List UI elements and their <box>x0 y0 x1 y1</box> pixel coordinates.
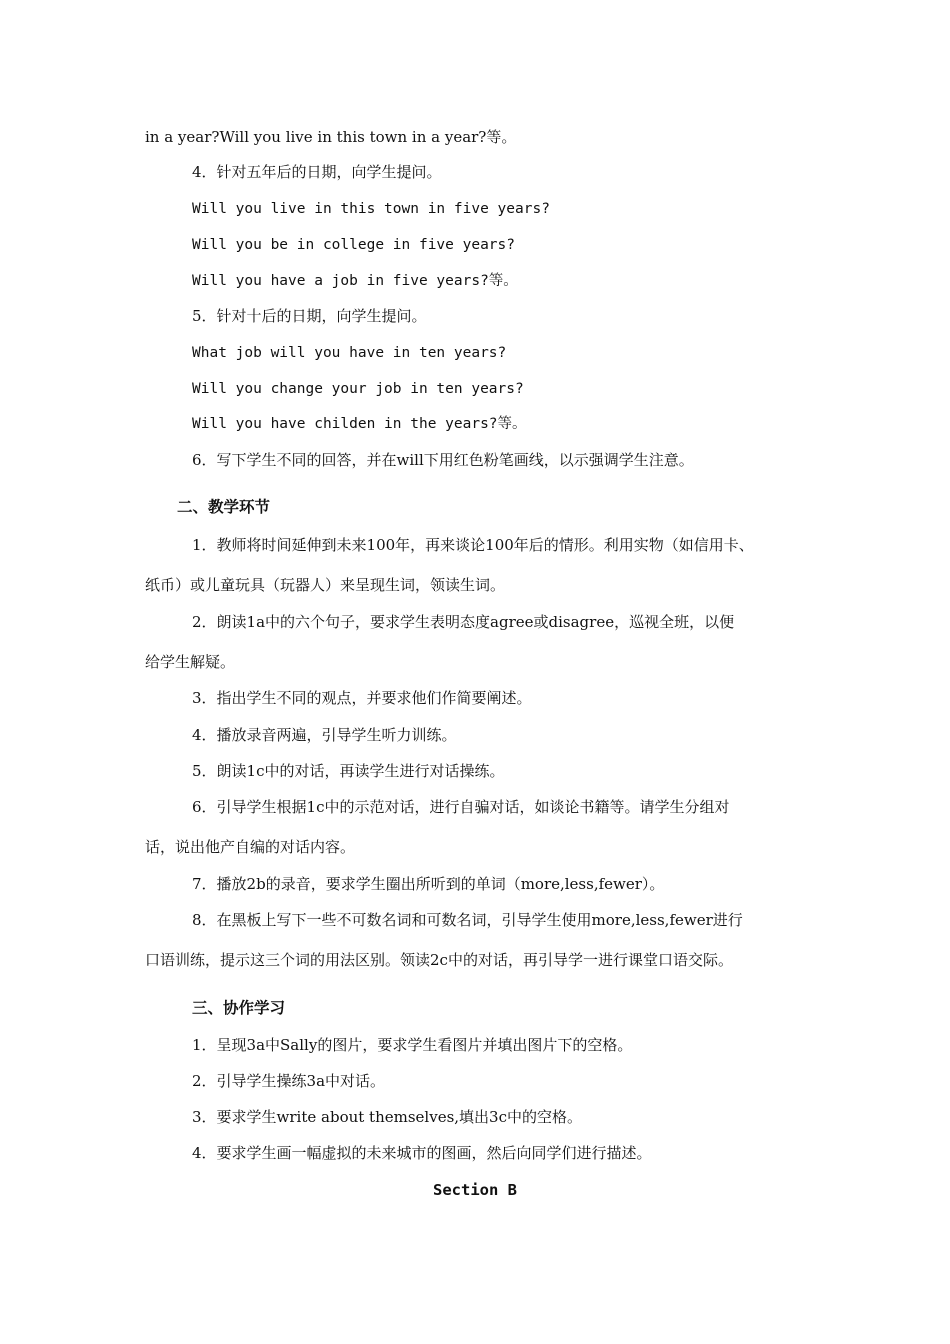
s2-para-4: 4．播放录音两遍，引导学生听力训练。 <box>192 726 457 744</box>
s3-para-2: 2．引导学生操练3a中对话。 <box>192 1072 386 1090</box>
s3-para-3: 3．要求学生write about themselves,填出3c中的空格。 <box>192 1108 582 1126</box>
question-5-1: What job will you have in ten years? <box>192 345 507 361</box>
section-2-heading: 二、教学环节 <box>177 497 271 516</box>
item-4: 4．针对五年后的日期，向学生提问。 <box>192 163 442 181</box>
s3-para-1: 1．呈现3a中Sally的图片，要求学生看图片并填出图片下的空格。 <box>192 1036 633 1054</box>
s2-para-1a: 1．教师将时间延伸到未来100年，再来谈论100年后的情形。利用实物（如信用卡、 <box>192 536 754 554</box>
section-3-heading: 三、协作学习 <box>192 998 286 1017</box>
continuation-line: in a year?Will you live in this town in a year?等。 <box>145 128 517 146</box>
item-6: 6．写下学生不同的回答，并在will下用红色粉笔画线，以示强调学生注意。 <box>192 451 694 469</box>
s2-para-8a: 8．在黑板上写下一些不可数名词和可数名词，引导学生使用more,less,fewer进行 <box>192 911 743 929</box>
question-5-3: Will you have childen in the years?等。 <box>192 416 527 432</box>
s2-para-8b: 口语训练，提示这三个词的用法区别。领读2c中的对话，再引导学一进行课堂口语交际。 <box>145 951 733 969</box>
question-4-3: Will you have a job in five years?等。 <box>192 273 518 289</box>
s2-para-6b: 话，说出他产自编的对话内容。 <box>145 838 356 856</box>
section-b-title: Section B <box>433 1181 517 1199</box>
s2-para-3: 3．指出学生不同的观点，并要求他们作简要阐述。 <box>192 689 532 707</box>
item-5: 5．针对十后的日期，向学生提问。 <box>192 307 427 325</box>
question-5-2: Will you change your job in ten years? <box>192 381 524 397</box>
s2-para-5: 5．朗读1c中的对话，再读学生进行对话操练。 <box>192 762 505 780</box>
s2-para-2b: 给学生解疑。 <box>145 653 236 671</box>
s2-para-1b: 纸币）或儿童玩具（玩器人）来呈现生词，领读生词。 <box>145 576 506 594</box>
s3-para-4: 4．要求学生画一幅虚拟的未来城市的图画，然后向同学们进行描述。 <box>192 1144 652 1162</box>
s2-para-6a: 6．引导学生根据1c中的示范对话，进行自骗对话，如谈论书籍等。请学生分组对 <box>192 798 730 816</box>
s2-para-7: 7．播放2b的录音，要求学生圈出所听到的单词（more,less,fewer）。 <box>192 875 665 893</box>
question-4-2: Will you be in college in five years? <box>192 237 516 253</box>
question-4-1: Will you live in this town in five years? <box>192 201 550 217</box>
s2-para-2a: 2．朗读1a中的六个句子，要求学生表明态度agree或disagree，巡视全班，以便 <box>192 613 735 631</box>
